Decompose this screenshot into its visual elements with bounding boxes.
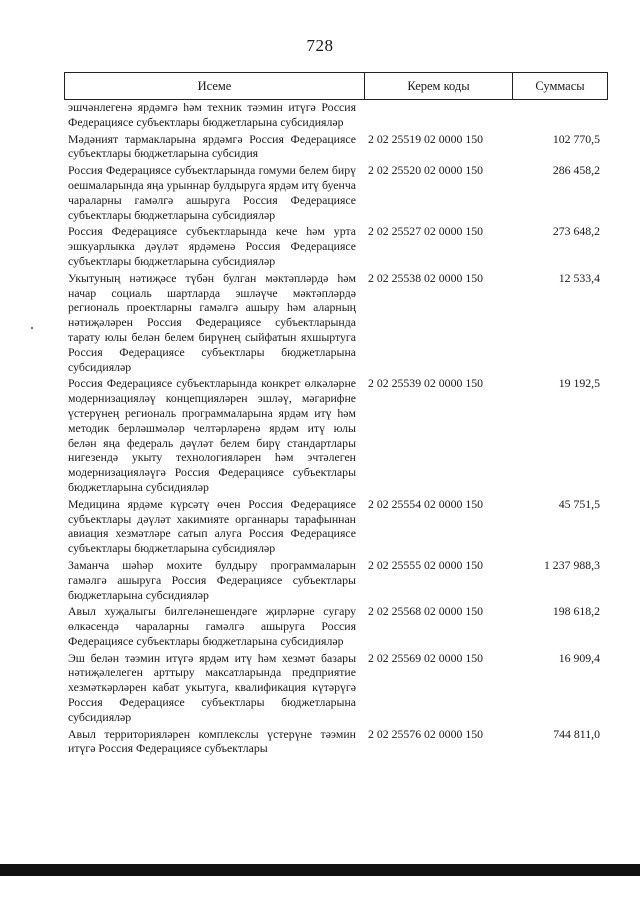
- row-sum: 12 533,4: [558, 270, 600, 285]
- row-code: 2 02 25520 02 0000 150: [368, 163, 484, 178]
- table-row: [68, 727, 608, 757]
- row-code: 2 02 25519 02 0000 150: [368, 131, 484, 146]
- table-row: [68, 132, 608, 162]
- row-sum: 45 751,5: [558, 496, 600, 511]
- table-header: [64, 72, 608, 100]
- table-row: [68, 604, 608, 648]
- column-header-name: Исеме: [65, 73, 365, 99]
- scan-speck: [31, 327, 33, 329]
- scan-bottom-edge: [0, 864, 640, 876]
- column-header-sum: Суммасы: [535, 78, 585, 93]
- row-sum: 744 811,0: [553, 726, 600, 741]
- row-code: 2 02 25568 02 0000 150: [368, 604, 484, 619]
- table-body: [68, 100, 608, 758]
- table-row: [68, 651, 608, 725]
- row-name: Эш белән тәэмин итүгә ярдәм итү һәм хезмәт базары нәтиҗәлелеген арттыру максатларында предприятие хезмәткәрләрен кабат укытуга, квалификация күтәрүгә Россия Федерациясе субъектлары бюджетларына субсидияләр: [68, 650, 356, 724]
- row-sum: 286 458,2: [552, 163, 600, 178]
- row-sum: 19 192,5: [558, 376, 600, 391]
- row-code: 2 02 25554 02 0000 150: [368, 496, 484, 511]
- row-code: 2 02 25576 02 0000 150: [368, 726, 484, 741]
- table-row: [68, 100, 608, 130]
- table-row: [68, 497, 608, 556]
- table-row: [68, 558, 608, 602]
- row-code: 2 02 25555 02 0000 150: [368, 557, 484, 572]
- table-row: [68, 163, 608, 222]
- row-sum: 16 909,4: [558, 650, 600, 665]
- table-row: [68, 376, 608, 494]
- row-name: Медицина ярдәме күрсәтү өчен Россия Федерациясе субъектлары дәүләт хакимияте органнары тарафыннан авиация хезмәтләре сатып алуга Россия Федерациясе субъектлары бюджетларына субсидияләр: [68, 496, 356, 556]
- row-code: 2 02 25539 02 0000 150: [368, 376, 484, 391]
- row-sum: 198 618,2: [552, 604, 600, 619]
- row-name: Россия Федерациясе субъектларында гомуми белем бирү оешмаларында яңа урыннар булдыруга ярдәм итү буенча чараларны гамәлгә ашыруга Россия Федерациясе субъектлары бюджетларына субсидияләр: [68, 163, 356, 222]
- row-sum: 102 770,5: [552, 131, 600, 146]
- row-code: 2 02 25527 02 0000 150: [368, 224, 484, 239]
- row-name: Россия Федерациясе субъектларында конкрет өлкәләрне модернизацияләү концепцияләрен эшләү, мәгарифне үстерүнең региональ программаларына ярдәм итү һәм методик берләшмәләр челтәрләренә ярдәм итү юлы белән яңа федераль дәүләт белем бирү стандартлары нигезендә укыту технологияләрен һәм эчтәлеген модернизацияләүгә Россия Федерациясе субъектлары бюджетларына субсидияләр: [68, 376, 356, 494]
- row-name: Заманча шәһәр мохите булдыру программаларын гамәлгә ашыруга Россия Федерациясе субъектлары бюджетларына субсидияләр: [68, 557, 356, 602]
- row-sum: [510, 100, 608, 130]
- row-name: Мәдәният тармакларына ярдәмгә Россия Федерациясе субъектлары бюджетларына субсидия: [68, 131, 356, 161]
- column-header-code: Керем коды: [365, 73, 513, 99]
- row-code: [360, 100, 510, 130]
- row-code: 2 02 25538 02 0000 150: [368, 270, 484, 285]
- row-name: Авыл территорияләрен комплекслы үстерүне тәэмин итүгә Россия Федерациясе субъектлары: [68, 726, 356, 756]
- row-sum: 273 648,2: [552, 224, 600, 239]
- row-name: Укытуның нәтиҗәсе түбән булган мәктәпләрдә һәм начар социаль шартларда эшләүче мәктәпләрдә региональ проектларны гамәлгә ашыру һәм аларның нәтиҗәләрен Россия Федерациясе субъектларында тарату юлы белән белем бирүнең сыйфатын яхшыртуга Россия Федерациясе субъектлары бюджетларына субсидияләр: [68, 270, 356, 374]
- table-row: [68, 271, 608, 375]
- page-number: 728: [306, 36, 334, 55]
- row-name: Россия Федерациясе субъектларында кече һәм урта эшкуарлыкка дәүләт ярдәменә Россия Федерациясе субъектлары бюджетларына субсидияләр: [68, 224, 356, 268]
- row-name: эшчәнлегенә ярдәмгә һәм техник тәэмин итүгә Россия Федерациясе субъектлары бюджетларына субсидияләр: [68, 100, 356, 129]
- table-row: [68, 224, 608, 268]
- row-sum: 1 237 988,3: [543, 557, 600, 572]
- row-code: 2 02 25569 02 0000 150: [368, 650, 484, 665]
- row-name: Авыл хуҗалыгы билгеләнешендәге җирләрне сугару өлкәсендә чараларны гамәлгә ашыруга Россия Федерациясе субъектлары бюджетларына субсидияләр: [68, 604, 356, 648]
